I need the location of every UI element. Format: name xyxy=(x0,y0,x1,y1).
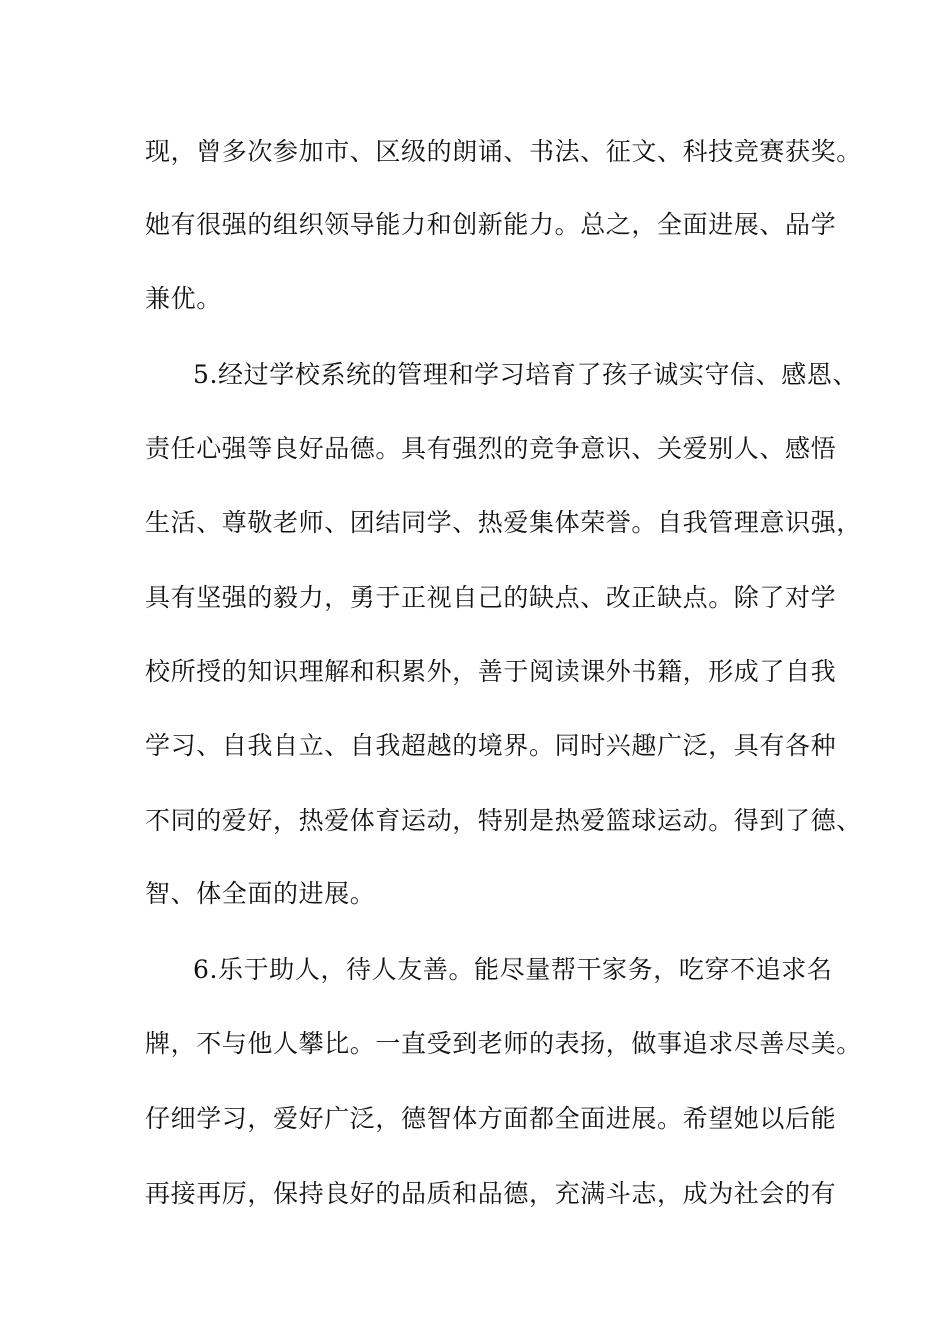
text-line: 学习、自我自立、自我超越的境界。同时兴趣广泛，具有各种 xyxy=(145,731,837,760)
text-line: 现，曾多次参加市、区级的朗诵、书法、征文、科技竞赛获奖。 xyxy=(145,137,862,166)
text-line: 牌，不与他人攀比。一直受到老师的表扬，做事追求尽善尽美。 xyxy=(145,1029,862,1058)
text-line: 具有坚强的毅力，勇于正视自己的缺点、改正缺点。除了对学 xyxy=(145,583,837,612)
text-line: 校所授的知识理解和积累外，善于阅读课外书籍，形成了自我 xyxy=(145,657,837,686)
text-line: 仔细学习，爱好广泛，德智体方面都全面进展。希望她以后能 xyxy=(145,1104,837,1133)
paragraph-start-line: 6.乐于助人，待人友善。能尽量帮干家务，吃穿不追求名 xyxy=(193,955,833,984)
text-line: 兼优。 xyxy=(145,284,222,313)
text-line: 责任心强等良好品德。具有强烈的竞争意识、关爱别人、感悟 xyxy=(145,434,837,463)
text-line: 不同的爱好，热爱体育运动，特别是热爱篮球运动。得到了德、 xyxy=(145,806,862,835)
text-line: 再接再厉，保持良好的品质和品德，充满斗志，成为社会的有 xyxy=(145,1179,837,1208)
text-line: 生活、尊敬老师、团结同学、热爱集体荣誉。自我管理意识强， xyxy=(145,508,862,537)
paragraph-start-line: 5.经过学校系统的管理和学习培育了孩子诚实守信、感恩、 xyxy=(193,360,859,389)
text-line: 智、体全面的进展。 xyxy=(145,879,376,908)
text-line: 她有很强的组织领导能力和创新能力。总之，全面进展、品学 xyxy=(145,210,837,239)
